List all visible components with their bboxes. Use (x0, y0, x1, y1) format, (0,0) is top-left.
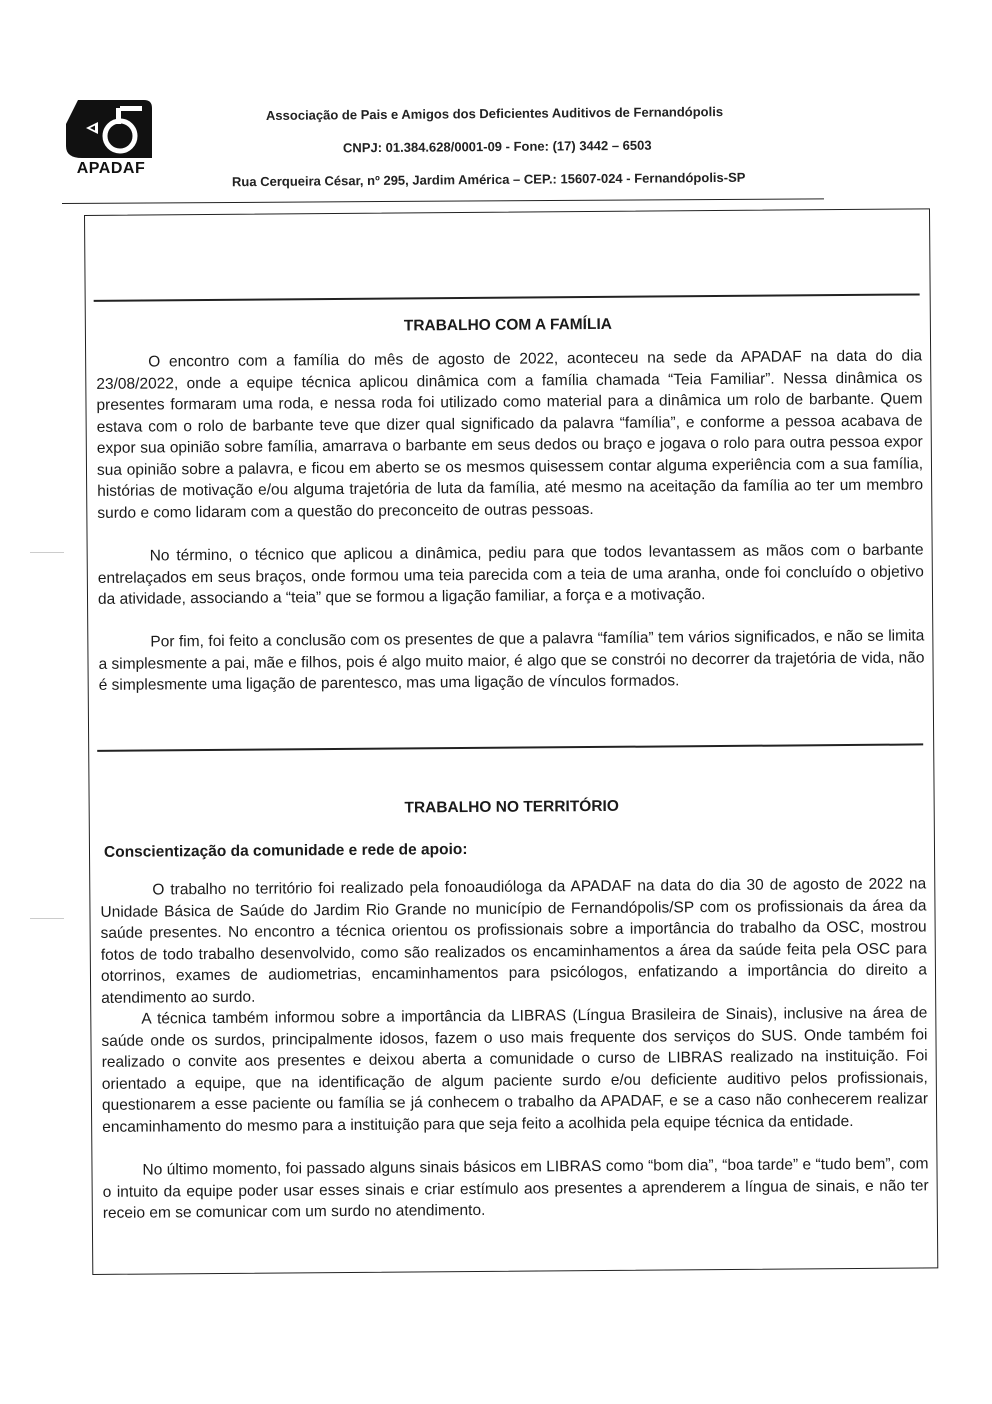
subheading: Conscientização da comunidade e rede de apoio: (103, 841, 468, 861)
section-divider (97, 743, 923, 751)
section-title-territorio: TRABALHO NO TERRITÓRIO (404, 797, 619, 817)
apadaf-logo (64, 100, 158, 177)
paragraph: O encontro com a família do mês de agosto de 2022, aconteceu na sede da APADAF na data do dia 23/08/2022, onde a equipe técnica aplicou dinâmica com a família chamada “Teia Familiar”. Nessa dinâmica os presentes formaram uma roda, e nessa roda foi utilizado como material para a dinâmica um rolo de barbante. Quem estava com o rolo de barbante teve que dizer qual significado da palavra “família”, e conforme a pessoa acabava de expor sua opinião sobre família, amarrava o barbante em seus dedos ou braço e jogava o rolo para outra pessoa expor sua opinião sobre a palavra, e ficou em aberto se os mesmos quisessem contar alguma experiência com a sua família, histórias de motivação e/ou alguma trajetória de luta da família, até mesmo na aceitação da família ao ter um membro surdo e como lidaram com a questão do preconceito de outras pessoas. (96, 347, 924, 522)
org-name: Associação de Pais e Amigos dos Deficientes Auditivos de Fernandópolis (265, 104, 724, 123)
scan-mark (30, 918, 64, 919)
header-divider (62, 198, 824, 204)
cnpj-phone: CNPJ: 01.384.628/0001-09 - Fone: (17) 3442 – 6503 (342, 137, 652, 156)
content-frame (84, 208, 938, 1275)
paragraph: A técnica também informou sobre a importância da LIBRAS (Língua Brasileira de Sinais), inclusive na área de saúde onde os surdos, principalmente idosos, fazem o uso mais frequente dos serviços do SUS. Onde também foi realizado o convite aos presentes e deixou aberta a comunidade o curso de LIBRAS realizado na instituição. Foi orientado a equipe, que na identificação de algum paciente surdo e/ou deficiente auditivo pelos profissionais, questionarem a esse paciente ou família se já conhecem o trabalho da APADAF, e se a caso não conhecerem realizar encaminhamento do mesmo para a instituição para que seja feito a acolhida pela equipe técnica da entidade. (101, 1004, 929, 1136)
paragraph: Por fim, foi feito a conclusão com os presentes de que a palavra “família” tem vários significados, e não se limita a simplesmente a pai, mãe e filhos, pois é algo muito maior, é algo que se constrói no decorrer da trajetória de vida, não é simplesmente uma ligação de parentesco, mas uma ligação de vínculos formados. (98, 627, 925, 694)
paragraph: O trabalho no território foi realizado pela fonoaudióloga da APADAF na data do dia 30 de agosto de 2022 na Unidade Básica de Saúde do Jardim Rio Grande no município de Fernandópolis/SP com os profissionais da área da saúde presentes. No encontro a técnica orientou os profissionais sobre a importância do trabalho da OSC, mostrou fotos de todo trabalho desenvolvido, como são realizados os encaminhamentos a área da saúde feita pela OSC para otorrinos, exames de audiometrias, encaminhamentos para psicólogos, enfatizando a importância do direito a atendimento ao surdo. (100, 875, 928, 1007)
logo-text: APADAF (76, 160, 146, 177)
section-divider (94, 293, 920, 301)
apadaf-logo-icon (64, 100, 158, 162)
paragraph: No término, o técnico que aplicou a dinâmica, pediu para que todos levantassem as mãos com o barbante entrelaçados em seus braços, onde formou uma teia parecida com a teia de uma aranha, onde foi concluído o objetivo da atividade, associando a “teia” que se formou a ligação familiar, a força e a motivação. (97, 541, 924, 608)
section-title-familia: TRABALHO COM A FAMÍLIA (403, 315, 612, 335)
address: Rua Cerqueira César, nº 295, Jardim América – CEP.: 15607-024 - Fernandópolis-SP (231, 169, 746, 190)
scan-mark (30, 552, 64, 553)
paragraph: No último momento, foi passado alguns sinais básicos em LIBRAS como “bom dia”, “boa tarde” e “tudo bem”, com o intuito da equipe poder usar esses sinais e criar estímulo aos presentes a aprenderem a língua de sinais, e não ter receio em se comunicar com um surdo no atendimento. (102, 1155, 929, 1222)
